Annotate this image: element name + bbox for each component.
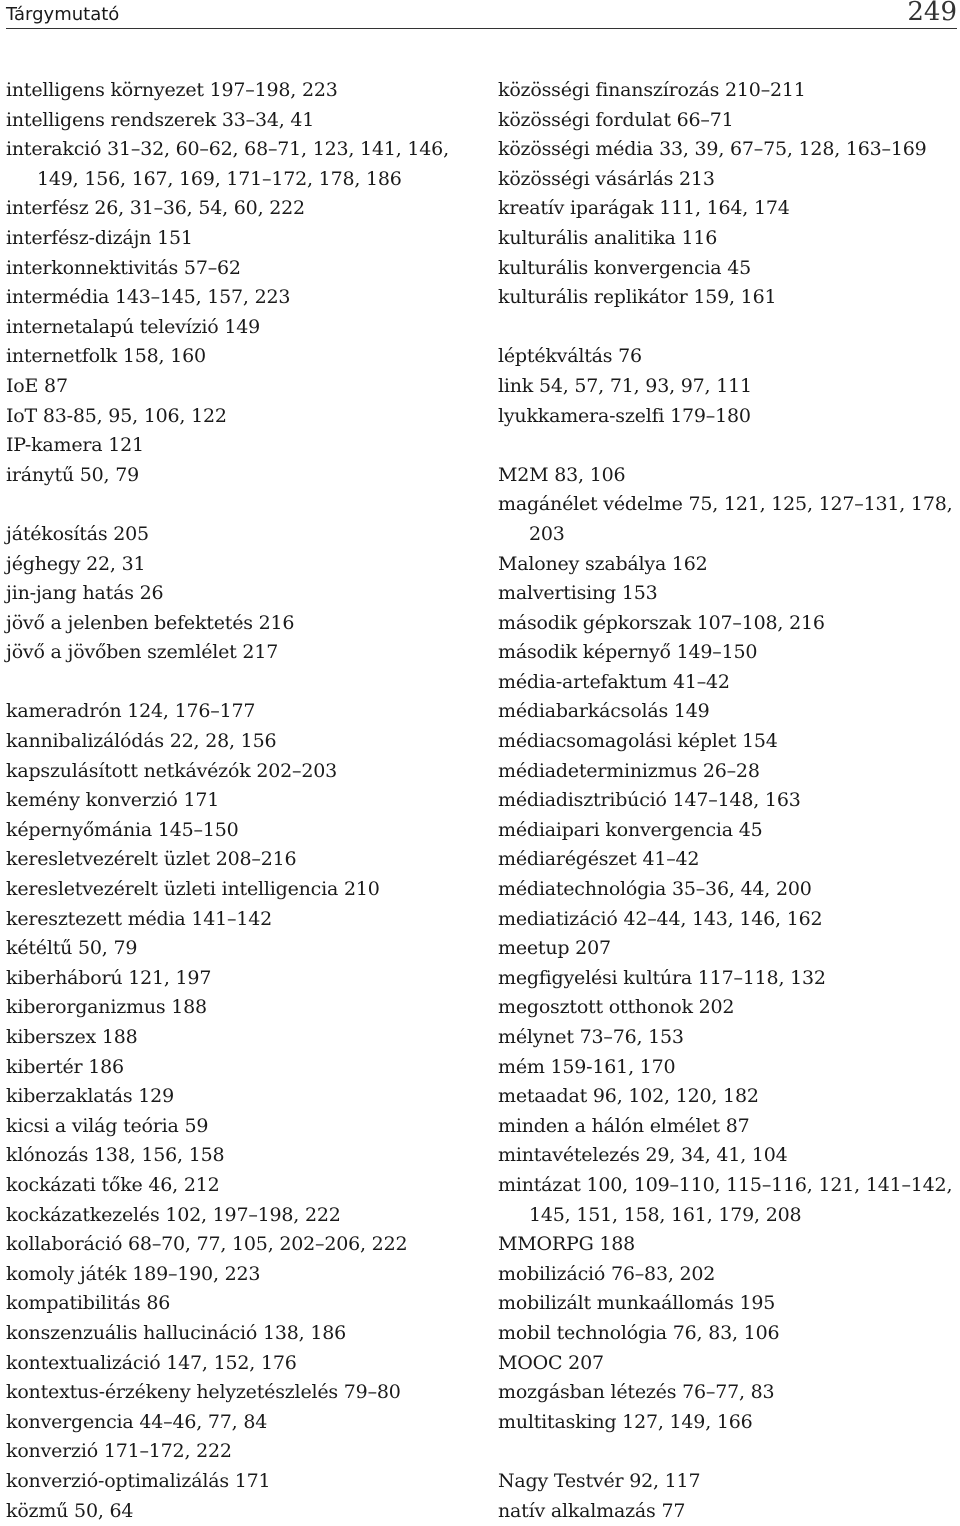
index-entry: magánélet védelme 75, 121, 125, 127–131, 178, xyxy=(498,493,953,516)
index-entry: konszenzuális hallucináció 138, 186 xyxy=(6,1321,346,1344)
index-entry: lyukkamera-szelfi 179–180 xyxy=(498,404,751,427)
index-entry: közmű 50, 64 xyxy=(6,1499,134,1522)
index-entry: mintavételezés 29, 34, 41, 104 xyxy=(498,1144,788,1167)
index-entry: mozgásban létezés 76–77, 83 xyxy=(498,1381,775,1404)
index-entry: M2M 83, 106 xyxy=(498,463,626,486)
index-entry: intelligens környezet 197–198, 223 xyxy=(6,79,338,101)
index-entry: klónozás 138, 156, 158 xyxy=(6,1144,225,1167)
index-entry: malvertising 153 xyxy=(498,582,658,605)
index-entry: komoly játék 189–190, 223 xyxy=(6,1262,261,1285)
index-entry: médiarégészet 41–42 xyxy=(498,848,700,871)
index-entry: kockázatkezelés 102, 197–198, 222 xyxy=(6,1203,341,1226)
index-entry-continuation: 203 xyxy=(529,522,565,545)
page-header xyxy=(6,0,957,29)
index-entry: jövő a jövőben szemlélet 217 xyxy=(6,641,279,664)
index-entry: metaadat 96, 102, 120, 182 xyxy=(498,1085,759,1108)
index-entry: képernyőmánia 145–150 xyxy=(6,818,239,841)
index-entry: multitasking 127, 149, 166 xyxy=(498,1410,753,1433)
index-entry: kulturális konvergencia 45 xyxy=(498,256,752,279)
index-entry: Maloney szabálya 162 xyxy=(498,552,708,575)
index-entry: interakció 31–32, 60–62, 68–71, 123, 141, 146, xyxy=(6,138,449,161)
index-entry: kannibalizálódás 22, 28, 156 xyxy=(6,730,277,753)
index-entry: kiberháború 121, 197 xyxy=(6,966,212,989)
index-entry: mediatizáció 42–44, 143, 146, 162 xyxy=(498,907,823,930)
index-entry: kontextualizáció 147, 152, 176 xyxy=(6,1351,297,1374)
index-entry: léptékváltás 76 xyxy=(498,345,642,368)
index-column-left xyxy=(6,76,484,1526)
index-entry: közösségi fordulat 66–71 xyxy=(498,108,734,131)
index-entry: kemény konverzió 171 xyxy=(6,789,220,812)
index-entry: IoT 83-85, 95, 106, 122 xyxy=(6,404,227,427)
index-entry: kulturális replikátor 159, 161 xyxy=(498,286,777,309)
page-number: 249 xyxy=(907,0,957,27)
index-entry: kreatív iparágak 111, 164, 174 xyxy=(498,197,790,220)
index-entry: mobil technológia 76, 83, 106 xyxy=(498,1321,780,1344)
index-entry: médiaipari konvergencia 45 xyxy=(498,818,763,841)
index-entry: keresztezett média 141–142 xyxy=(6,907,272,930)
index-entry: Nagy Testvér 92, 117 xyxy=(498,1469,701,1492)
index-entry: IoE 87 xyxy=(6,374,68,397)
index-entry: kiberszex 188 xyxy=(6,1026,138,1048)
index-entry: kapszulásított netkávézók 202–203 xyxy=(6,759,337,782)
index-entry: médiadisztribúció 147–148, 163 xyxy=(498,789,801,812)
index-entry: médiadeterminizmus 26–28 xyxy=(498,759,760,782)
index-entry: második képernyő 149–150 xyxy=(498,641,758,664)
index-entry: MOOC 207 xyxy=(498,1351,604,1374)
index-entry: kiberzaklatás 129 xyxy=(6,1085,174,1108)
index-entry: jövő a jelenben befektetés 216 xyxy=(6,611,295,634)
index-entry: interfész-dizájn 151 xyxy=(6,226,193,249)
index-entry: kiberorganizmus 188 xyxy=(6,996,207,1019)
index-entry: második gépkorszak 107–108, 216 xyxy=(498,611,825,634)
index-entry: IP-kamera 121 xyxy=(6,434,144,457)
index-entry: kicsi a világ teória 59 xyxy=(6,1114,209,1137)
index-entry: közösségi finanszírozás 210–211 xyxy=(498,79,806,101)
index-entry: kockázati tőke 46, 212 xyxy=(6,1173,220,1196)
index-entry: keresletvezérelt üzleti intelligencia 210 xyxy=(6,878,380,901)
index-entry: mobilizált munkaállomás 195 xyxy=(498,1292,776,1315)
index-entry: kompatibilitás 86 xyxy=(6,1292,171,1315)
index-entry: jin-jang hatás 26 xyxy=(6,582,164,605)
index-entry: kulturális analitika 116 xyxy=(498,226,718,249)
index-entry: minden a hálón elmélet 87 xyxy=(498,1114,750,1137)
index-entry: közösségi média 33, 39, 67–75, 128, 163–169 xyxy=(498,138,927,161)
letter-group-gap xyxy=(6,668,484,698)
index-entry: médiabarkácsolás 149 xyxy=(498,700,710,723)
index-entry: interkonnektivitás 57–62 xyxy=(6,256,241,279)
index-entry: médiatechnológia 35–36, 44, 200 xyxy=(498,878,812,901)
index-entry: kollaboráció 68–70, 77, 105, 202–206, 222 xyxy=(6,1233,408,1256)
index-entry: kétéltű 50, 79 xyxy=(6,937,138,960)
index-entry: közösségi vásárlás 213 xyxy=(498,167,715,190)
index-entry: iránytű 50, 79 xyxy=(6,463,140,486)
index-entry: natív alkalmazás 77 xyxy=(498,1499,686,1522)
letter-group-gap xyxy=(498,313,958,343)
index-entry: játékosítás 205 xyxy=(6,522,149,545)
index-entry: média-artefaktum 41–42 xyxy=(498,670,730,693)
index-entry: interfész 26, 31–36, 54, 60, 222 xyxy=(6,197,305,220)
index-entry-continuation: 149, 156, 167, 169, 171–172, 178, 186 xyxy=(37,167,402,190)
index-entry: link 54, 57, 71, 93, 97, 111 xyxy=(498,374,752,397)
index-entry: mém 159-161, 170 xyxy=(498,1055,676,1078)
index-entry: megosztott otthonok 202 xyxy=(498,996,735,1019)
index-entry: meetup 207 xyxy=(498,937,611,960)
letter-group-gap xyxy=(6,490,484,520)
index-entry: konvergencia 44–46, 77, 84 xyxy=(6,1410,268,1433)
index-entry: MMORPG 188 xyxy=(498,1233,636,1256)
index-column-right xyxy=(498,76,958,1526)
index-entry: konverzió-optimalizálás 171 xyxy=(6,1469,271,1492)
section-title: Tárgymutató xyxy=(6,4,120,25)
index-entry: kibertér 186 xyxy=(6,1055,124,1078)
letter-group-gap xyxy=(498,1437,958,1467)
letter-group-gap xyxy=(498,431,958,461)
index-entry: konverzió 171–172, 222 xyxy=(6,1440,232,1463)
index-entry: keresletvezérelt üzlet 208–216 xyxy=(6,848,297,871)
index-entry: internetfolk 158, 160 xyxy=(6,345,206,368)
index-entry: mélynet 73–76, 153 xyxy=(498,1026,684,1048)
index-entry: intelligens rendszerek 33–34, 41 xyxy=(6,108,315,131)
index-entry: intermédia 143–145, 157, 223 xyxy=(6,286,291,309)
index-entry: médiacsomagolási képlet 154 xyxy=(498,730,778,753)
index-entry-continuation: 145, 151, 158, 161, 179, 208 xyxy=(529,1203,802,1226)
index-entry: kontextus-érzékeny helyzetészlelés 79–80 xyxy=(6,1381,401,1404)
index-entry: kameradrón 124, 176–177 xyxy=(6,700,256,723)
index-entry: jéghegy 22, 31 xyxy=(6,552,146,575)
index-entry: megfigyelési kultúra 117–118, 132 xyxy=(498,966,826,989)
index-entry: internetalapú televízió 149 xyxy=(6,315,261,338)
index-entry: mobilizáció 76–83, 202 xyxy=(498,1262,716,1285)
index-entry: mintázat 100, 109–110, 115–116, 121, 141–142, xyxy=(498,1173,953,1196)
